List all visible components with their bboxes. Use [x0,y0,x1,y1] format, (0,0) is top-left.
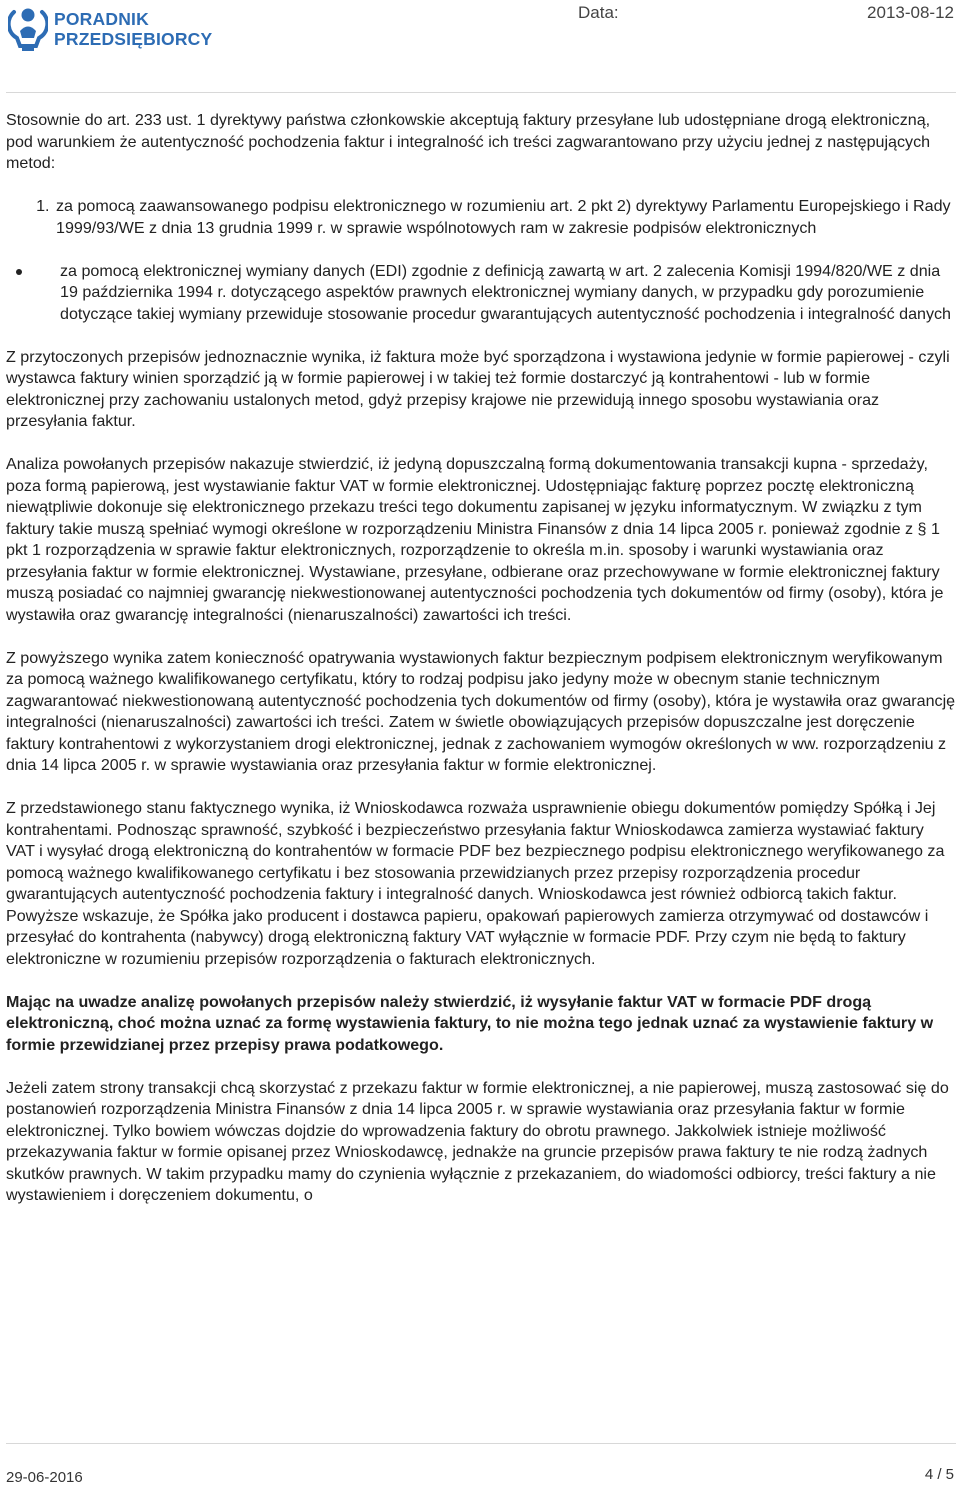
bullet-list-item [60,261,956,326]
page-number: 4 / 5 [924,1466,954,1483]
date-label: Data: [578,3,619,22]
numbered-list-item: 1. za pomocą zaawansowanego podpisu elektronicznego w rozumieniu art. 2 pkt 2) dyrektywy Parlamentu Europejskiego i Rady 1999/93/WE z dnia 13 grudnia 1999 r. w sprawie wspólnotowych ram w zakresie podpisów elektronicznych [54,196,956,239]
numbered-list [6,196,956,239]
header-divider [6,92,956,93]
bullet-item-text: za pomocą elektronicznej wymiany danych (EDI) zgodnie z definicją zawartą w art. 2 zalecenia Komisji 1994/820/WE z dnia 19 października 1994 r. dotyczącego aspektów prawnych elektronicznej wymiany danych, w przypadku gdy porozumienie dotyczące takiej wymiany przewiduje stosowanie procedur gwarantujących autentyczność pochodzenia i integralność danych [60,261,952,323]
paragraph-1: Stosownie do art. 233 ust. 1 dyrektywy państwa członkowskie akceptują faktury przesyłane lub udostępniane drogą elektroniczną, pod warunkiem że autentyczność pochodzenia faktur i integralność ich treści zagwarantowano przy użyciu jednej z następujących metod: [6,111,931,172]
footer-date: 29-06-2016 [6,1469,83,1486]
paragraph-7: Jeżeli zatem strony transakcji chcą skorzystać z przekazu faktur w formie elektronicznej, a nie papierowej, muszą zastosować się do postanowień rozporządzenia Ministra Finansów z dnia 14 lipca 2005 r. w sprawie wystawiania oraz przesyłania faktur w formie elektronicznej. Tylko bowiem wówczas dojdzie do wprowadzenia faktury do obrotu prawnego. Jakkolwiek istnieje możliwość przekazywania faktur w formie opisanej przez Wnioskodawcę, jednakże na gruncie przepisów prawa faktury te nie rodzą żadnych skutków prawnych. W takim przypadku mamy do czynienia wyłącznie z przekazaniem, do wiadomości odbiorcy, treści faktury a nie wystawieniem i doręczeniem dokumentu, o [6,1078,949,1204]
paragraph-5: Z przedstawionego stanu faktycznego wynika, iż Wnioskodawca rozważa usprawnienie obiegu dokumentów pomiędzy Spółką i Jej kontrahentami. Podnosząc sprawność, szybkość i bezpieczeństwo przesyłania faktur Wnioskodawca zamierza wystawiać faktury VAT i wysyłać drogą elektroniczną do kontrahentów w formacie PDF bez bezpiecznego podpisu elektronicznego weryfikowanego za pomocą ważnego kwalifikowanego certyfikatu i bez stosowania przewidzianych przez przepisy rozporządzenia procedur gwarantujących autentyczność pochodzenia faktury i integralność danych. Wnioskodawca jest również odbiorcą takich faktur. Powyższe wskazuje, że Spółka jako producent i dostawca papieru, opakowań papierowych zamierza otrzymywać od dostawców i przesyłać do kontrahenta (nabywcy) drogą elektroniczną faktury VAT wyłącznie w formacie PDF. Przy czym nie będą to faktury elektroniczne w rozumieniu przepisów rozporządzenia o fakturach elektronicznych. [6,799,945,968]
bullet-list [6,261,956,326]
logo [8,4,228,56]
logo-line1: PORADNIK [54,9,149,29]
bullet-icon [16,269,22,275]
page-header [0,0,960,92]
paragraph-6-conclusion: Mając na uwadze analizę powołanych przepisów należy stwierdzić, iż wysyłanie faktur VAT w formacie PDF drogą elektroniczną, choć można uznać za formę wystawienia faktury, to nie można tego jednak uznać za wystawienie faktury w formie przewidzianej przez przepisy prawa podatkowego. [6,992,934,1054]
lightbulb-person-icon [8,4,48,54]
paragraph-4: Z powyższego wynika zatem konieczność opatrywania wystawionych faktur bezpiecznym podpisem elektronicznym weryfikowanym za pomocą ważnego kwalifikowanego certyfikatu, który to rodzaj podpisu jako jedyny może w obecnym stanie technicznym zagwarantować niekwestionowaną autentyczność pochodzenia tych dokumentów od firmy (osoby), która je wystawiła oraz gwarancję integralności (nienaruszalności) zawartości ich treści. Zatem w świetle obowiązujących przepisów dopuszczalne jest doręczenie faktury kontrahentowi z wykorzystaniem drogi elektronicznej, jednak z zachowaniem wymogów określonych w ww. rozporządzeniu z dnia 14 lipca 2005 r. w sprawie wystawiania oraz przesyłania faktur w formie elektronicznej. [6,648,956,774]
paragraph-2: Z przytoczonych przepisów jednoznacznie wynika, iż faktura może być sporządzona i wystawiona jedynie w formie papierowej - czyli wystawca faktury winien sporządzić ją w formie papierowej i w takiej też formie dostarczyć ją kontrahentowi - lub w formie elektronicznej przy zachowaniu ustalonych metod, gdyż przepisy krajowe nie przewidują innego sposobu wystawiania oraz przesyłania faktur. [6,347,950,430]
footer-divider [6,1443,956,1444]
logo-line2: PRZEDSIĘBIORCY [54,29,213,49]
date-value: 2013-08-12 [867,3,954,22]
document-body [6,110,956,1228]
paragraph-3: Analiza powołanych przepisów nakazuje stwierdzić, iż jedyną dopuszczalną formą dokumentowania transakcji kupna - sprzedaży, poza formą papierową, jest wystawianie faktur VAT w formie elektronicznej. Udostępniając fakturę poprzez pocztę elektroniczną niewątpliwie dokonuje się elektronicznego przekazu treści tego dokumentu zapisanej w języku informatycznym. W związku z tym faktury takie muszą spełniać wymogi określone w rozporządzeniu Ministra Finansów z dnia 14 lipca 2005 r. ponieważ zgodnie z § 1 pkt 1 rozporządzenia w sprawie faktur elektronicznych, rozporządzenie to określa m.in. sposoby i warunki wystawiania oraz przesyłania faktur w formie elektronicznej. Wystawiane, przesyłane, odbierane oraz przechowywane w formie elektronicznej faktury muszą posiadać co najmniej gwarancję niekwestionowanej autentyczności pochodzenia tych dokumentów od firmy (osoby), która je wystawiła oraz gwarancję integralności (nienaruszalności) zawartości ich treści. [6,455,944,624]
